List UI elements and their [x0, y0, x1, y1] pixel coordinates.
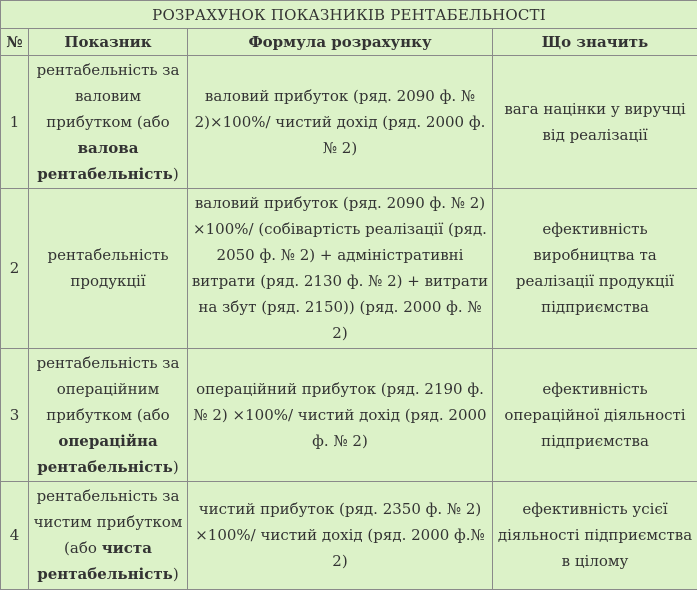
indicator-bold-text: чиста рентабельність: [37, 539, 173, 584]
row-number: 2: [1, 188, 29, 348]
header-meaning: Що значить: [493, 29, 697, 55]
row-indicator: [29, 188, 188, 348]
table-row: [1, 348, 697, 481]
row-meaning: ефективність усієї діяльності підприємства в цілому: [493, 481, 697, 589]
row-formula: чистий прибуток (ряд. 2350 ф. № 2) ×100%/ чистий дохід (ряд. 2000 ф.№ 2): [188, 481, 493, 589]
row-number: 3: [1, 348, 29, 481]
indicator-tail: ): [172, 457, 179, 476]
row-indicator: [29, 348, 188, 481]
row-indicator: [29, 481, 188, 589]
table-header-row: [1, 29, 697, 55]
header-number: №: [1, 29, 29, 55]
row-number: 1: [1, 55, 29, 188]
row-formula: валовий прибуток (ряд. 2090 ф. № 2) ×100%/ (собівартість реалізації (ряд. 2050 ф. № 2) + адміністративні витрати (ряд. 2130 ф. № 2) + витрати на збут (ряд. 2150)) (ряд. 2000 ф. № 2): [188, 188, 493, 348]
row-meaning: ефективність виробництва та реалізації продукції підприємства: [493, 188, 697, 348]
table-title-row: [1, 1, 697, 29]
table-title: РОЗРАХУНОК ПОКАЗНИКІВ РЕНТАБЕЛЬНОСТІ: [1, 1, 697, 29]
row-indicator: [29, 55, 188, 188]
row-formula: валовий прибуток (ряд. 2090 ф. № 2)×100%/ чистий дохід (ряд. 2000 ф. № 2): [188, 55, 493, 188]
indicator-bold-text: операційна рентабельність: [37, 431, 173, 476]
table-row: [1, 188, 697, 348]
indicator-tail: ): [172, 565, 179, 584]
indicator-tail: ): [172, 164, 179, 183]
indicator-text: рентабельність за валовим прибутком (або: [36, 60, 180, 131]
header-formula: Формула розрахунку: [188, 29, 493, 55]
row-formula: операційний прибуток (ряд. 2190 ф. № 2) ×100%/ чистий дохід (ряд. 2000 ф. № 2): [188, 348, 493, 481]
table-row: [1, 55, 697, 188]
row-meaning: вага націнки у виручці від реалізації: [493, 55, 697, 188]
table-row: [1, 481, 697, 589]
indicator-bold-text: валова рентабельність: [37, 138, 173, 183]
row-number: 4: [1, 481, 29, 589]
header-indicator: Показник: [29, 29, 188, 55]
indicator-text: рентабельність за операційним прибутком (або: [36, 353, 180, 424]
row-meaning: ефективність операційної діяльності підприємства: [493, 348, 697, 481]
indicator-text: рентабельність продукції: [47, 246, 169, 291]
indicator-text: рентабельність за чистим прибутком (або: [33, 487, 183, 558]
